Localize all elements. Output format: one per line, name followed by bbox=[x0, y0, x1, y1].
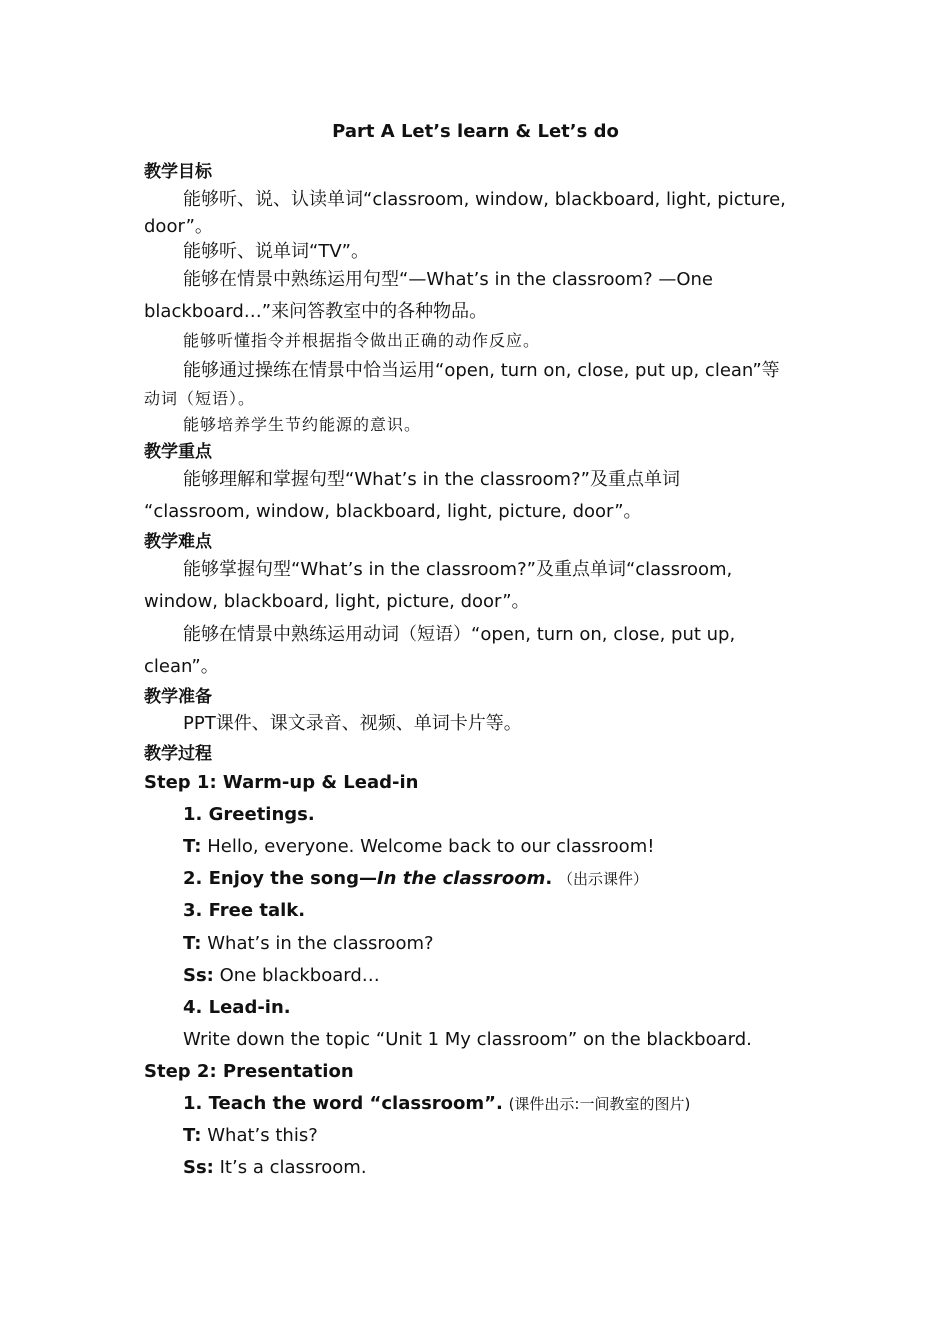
goal-1-line-1: 能够听、说、认读单词“classroom, window, blackboard, light, picture, bbox=[183, 189, 786, 210]
goal-5-line-2: 动词（短语）。 bbox=[144, 389, 256, 408]
preparation-text: PPT课件、课文录音、视频、单词卡片等。 bbox=[183, 713, 522, 734]
goal-2: 能够听、说单词“TV”。 bbox=[183, 241, 369, 262]
step-1-heading: Step 1: Warm-up & Lead-in bbox=[144, 772, 419, 793]
difficult-2-line-2: clean”。 bbox=[144, 656, 219, 677]
dialogue-line bbox=[183, 836, 654, 858]
song-title: In the classroom bbox=[376, 868, 546, 889]
speaker-label: T: bbox=[183, 933, 202, 954]
item-label: 2. Enjoy the song— bbox=[183, 868, 377, 889]
goal-1-line-2: door”。 bbox=[144, 216, 213, 237]
key-point-line-2: “classroom, window, blackboard, light, picture, door”。 bbox=[144, 501, 642, 522]
speaker-label: T: bbox=[183, 1125, 202, 1146]
step-2-heading: Step 2: Presentation bbox=[144, 1061, 354, 1082]
heading-preparation: 教学准备 bbox=[144, 687, 212, 707]
goal-3-line-2: blackboard…”来问答教室中的各种物品。 bbox=[144, 301, 488, 322]
item-note: （出示课件） bbox=[557, 870, 648, 888]
goal-5-line-1: 能够通过操练在情景中恰当运用“open, turn on, close, put up, clean”等 bbox=[183, 360, 780, 381]
goal-6: 能够培养学生节约能源的意识。 bbox=[183, 415, 422, 434]
dialogue-text: It’s a classroom. bbox=[219, 1157, 367, 1178]
step-1-item-2 bbox=[183, 868, 648, 890]
document-title: Part A Let’s learn & Let’s do bbox=[332, 121, 619, 142]
key-point-line-1: 能够理解和掌握句型“What’s in the classroom?”及重点单词 bbox=[183, 469, 680, 490]
step-1-item-4: 4. Lead-in. bbox=[183, 997, 291, 1018]
difficult-1-line-2: window, blackboard, light, picture, door”。 bbox=[144, 591, 530, 612]
heading-key-points: 教学重点 bbox=[144, 442, 212, 462]
dialogue-text: What’s this? bbox=[207, 1125, 318, 1146]
speaker-label: T: bbox=[183, 836, 202, 857]
dialogue-line bbox=[183, 1157, 367, 1179]
heading-difficult-points: 教学难点 bbox=[144, 532, 212, 552]
dialogue-line bbox=[183, 933, 434, 955]
heading-teaching-goals: 教学目标 bbox=[144, 162, 212, 182]
item-period: . bbox=[545, 868, 553, 889]
item-label: 1. Teach the word “classroom”. bbox=[183, 1093, 503, 1114]
step-1-item-3: 3. Free talk. bbox=[183, 900, 306, 921]
dialogue-line bbox=[183, 1125, 318, 1147]
dialogue-text: Hello, everyone. Welcome back to our classroom! bbox=[207, 836, 655, 857]
item-note: (课件出示:一间教室的图片) bbox=[508, 1095, 691, 1113]
lead-in-text: Write down the topic “Unit 1 My classroom” on the blackboard. bbox=[183, 1029, 752, 1050]
dialogue-text: What’s in the classroom? bbox=[207, 933, 434, 954]
difficult-1-line-1: 能够掌握句型“What’s in the classroom?”及重点单词“classroom, bbox=[183, 559, 733, 580]
step-2-item-1 bbox=[183, 1093, 690, 1115]
speaker-label: Ss: bbox=[183, 1157, 214, 1178]
dialogue-line bbox=[183, 965, 380, 987]
speaker-label: Ss: bbox=[183, 965, 214, 986]
heading-teaching-process: 教学过程 bbox=[144, 744, 212, 764]
step-1-item-1: 1. Greetings. bbox=[183, 804, 315, 825]
goal-3-line-1: 能够在情景中熟练运用句型“—What’s in the classroom? —One bbox=[183, 269, 714, 290]
goal-4: 能够听懂指令并根据指令做出正确的动作反应。 bbox=[183, 331, 541, 350]
dialogue-text: One blackboard… bbox=[219, 965, 380, 986]
difficult-2-line-1: 能够在情景中熟练运用动词（短语）“open, turn on, close, put up, bbox=[183, 624, 736, 645]
